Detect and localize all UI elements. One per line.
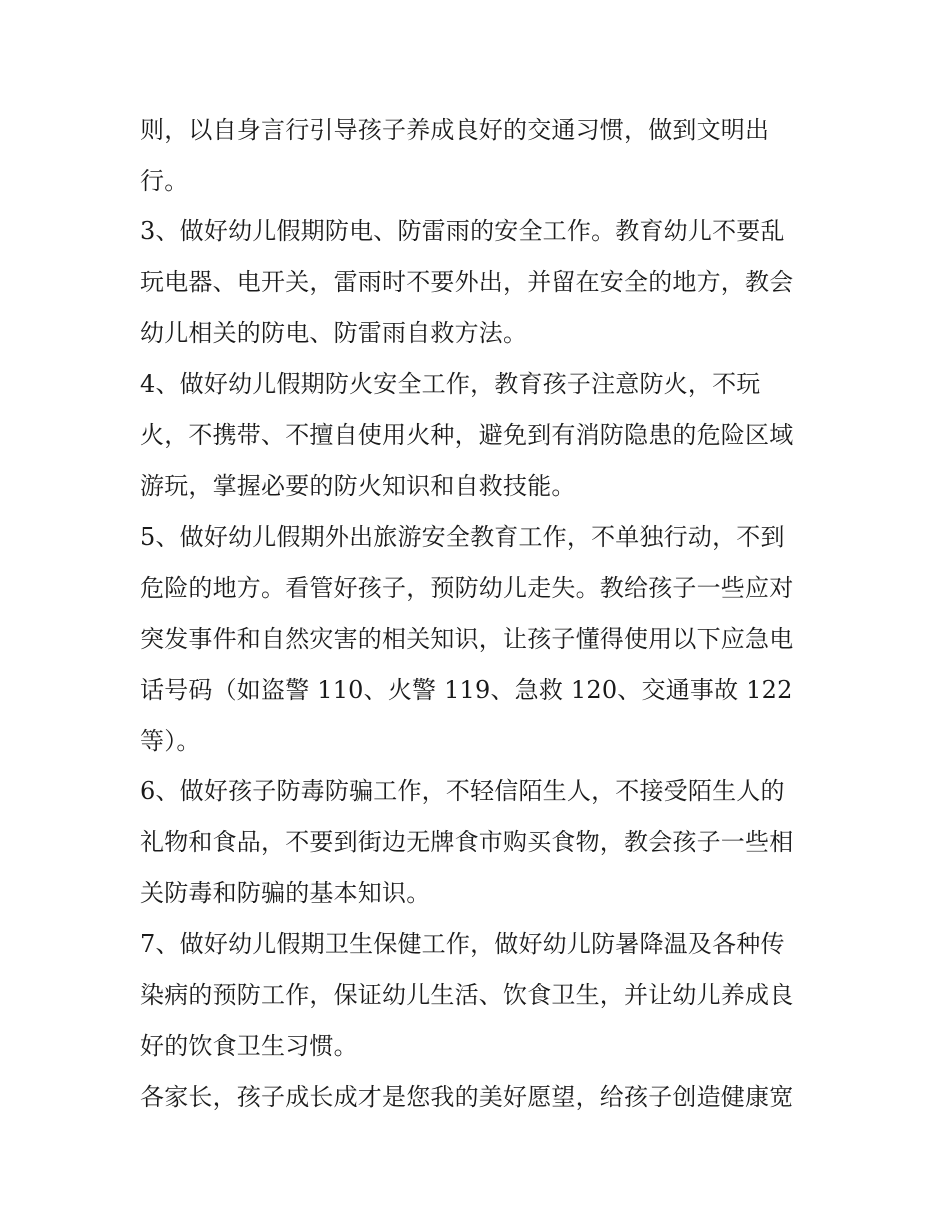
text-line: 礼物和食品，不要到街边无牌食市购买食物，教会孩子一些相 bbox=[140, 828, 794, 856]
text-line: 等）。 bbox=[140, 727, 201, 755]
text-line: 好的饮食卫生习惯。 bbox=[140, 1032, 358, 1060]
text-line: 则，以自身言行引导孩子养成良好的交通习惯，做到文明出 bbox=[140, 116, 770, 144]
text-line: 玩电器、电开关，雷雨时不要外出，并留在安全的地方，教会 bbox=[140, 268, 794, 296]
text-line: 行。 bbox=[140, 167, 189, 195]
text-line: 5、做好幼儿假期外出旅游安全教育工作，不单独行动，不到 bbox=[140, 523, 785, 551]
text-line: 火，不携带、不擅自使用火种，避免到有消防隐患的危险区域 bbox=[140, 421, 794, 449]
text-line: 6、做好孩子防毒防骗工作，不轻信陌生人，不接受陌生人的 bbox=[140, 777, 785, 805]
text-line: 各家长，孩子成长成才是您我的美好愿望，给孩子创造健康宽 bbox=[140, 1083, 794, 1111]
text-line: 突发事件和自然灾害的相关知识，让孩子懂得使用以下应急电 bbox=[140, 625, 794, 653]
text-line: 7、做好幼儿假期卫生保健工作，做好幼儿防暑降温及各种传 bbox=[140, 930, 785, 958]
text-line: 4、做好幼儿假期防火安全工作，教育孩子注意防火，不玩 bbox=[140, 370, 761, 398]
text-line: 幼儿相关的防电、防雷雨自救方法。 bbox=[140, 319, 528, 347]
text-line: 话号码（如盗警 110、火警 119、急救 120、交通事故 122 bbox=[140, 676, 793, 704]
text-line: 关防毒和防骗的基本知识。 bbox=[140, 879, 431, 907]
text-line: 3、做好幼儿假期防电、防雷雨的安全工作。教育幼儿不要乱 bbox=[140, 217, 785, 245]
text-line: 游玩，掌握必要的防火知识和自救技能。 bbox=[140, 472, 576, 500]
text-line: 危险的地方。看管好孩子，预防幼儿走失。教给孩子一些应对 bbox=[140, 574, 794, 602]
text-line: 染病的预防工作，保证幼儿生活、饮食卫生，并让幼儿养成良 bbox=[140, 981, 794, 1009]
